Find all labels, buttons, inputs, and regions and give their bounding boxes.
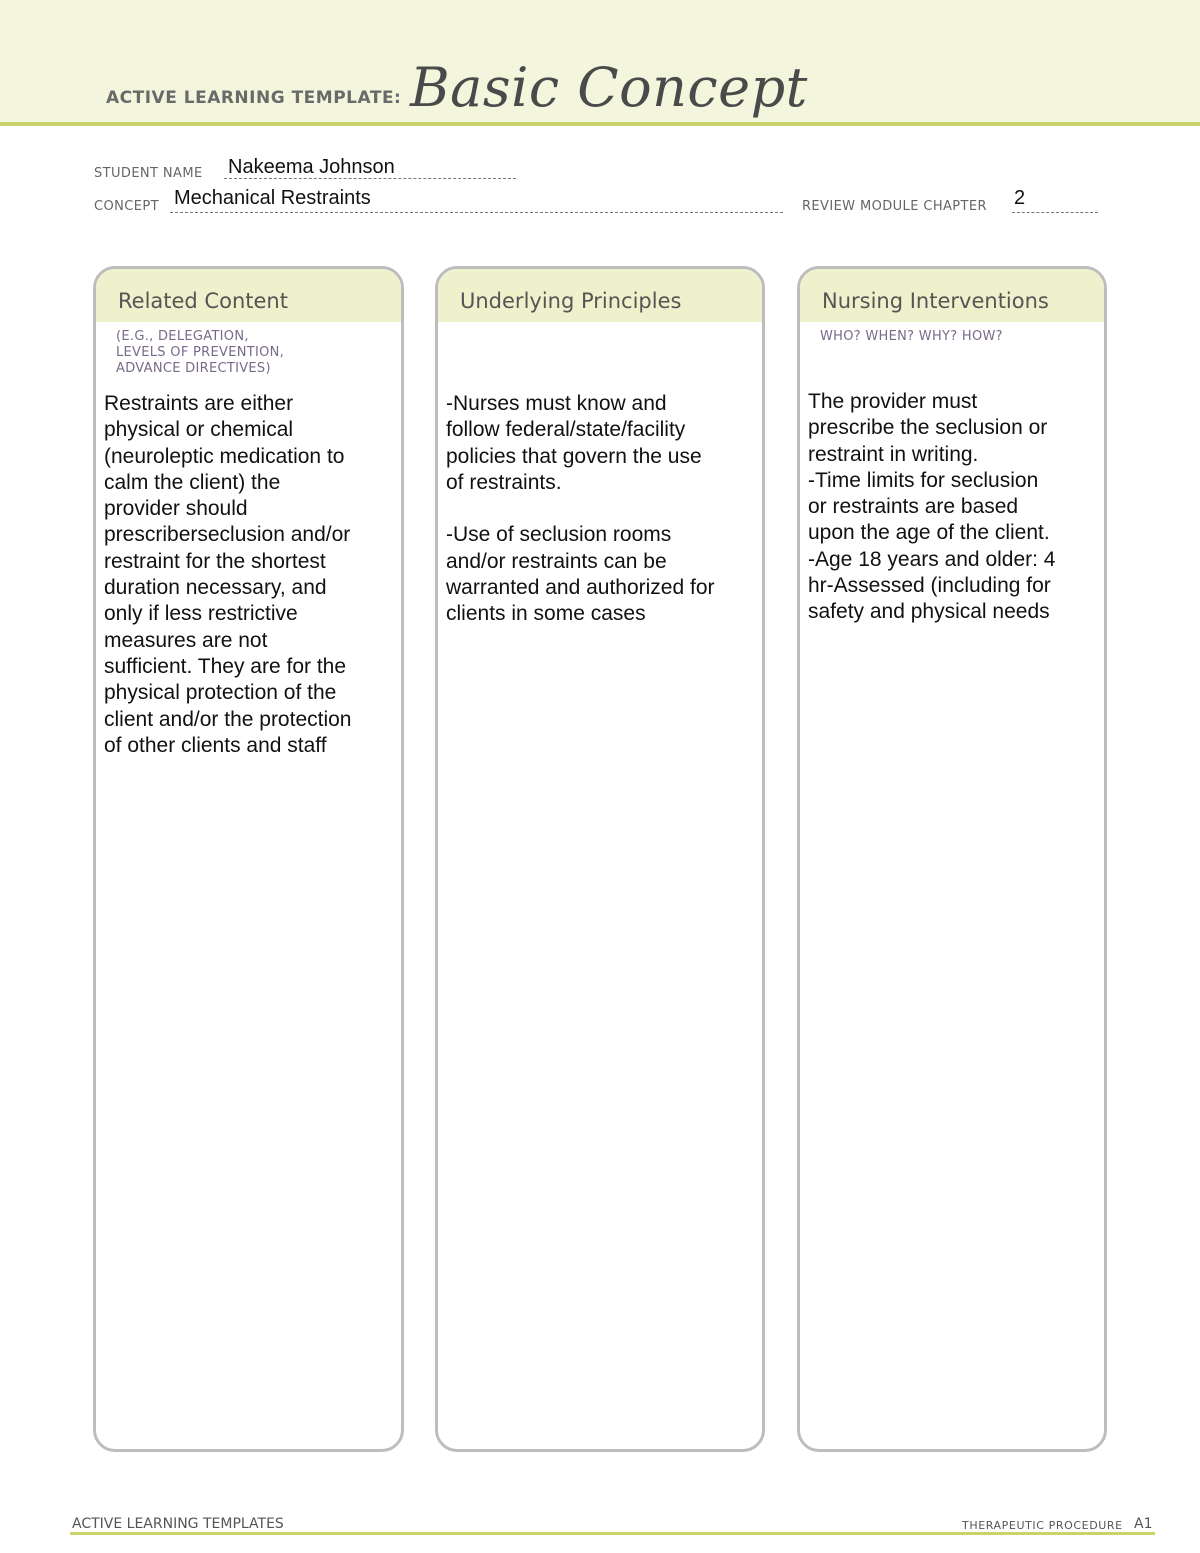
nursing-interventions-text[interactable]: The provider must prescribe the seclusion or restraint in writing. -Time limits for seclusion or restraints are based upon the age of the client. -Age 18 years and older: 4 hr-Assessed (including for safety and physical needs [808, 390, 1056, 624]
underlying-principles-card [435, 266, 765, 1452]
review-module-label: REVIEW MODULE CHAPTER [802, 199, 987, 214]
template-title: Basic Concept [410, 56, 808, 119]
concept-value[interactable]: Mechanical Restraints [174, 187, 371, 209]
underlying-principles-title: Underlying Principles [460, 289, 682, 313]
underlying-principles-text[interactable]: -Nurses must know and follow federal/state/facility policies that govern the use of restraints. -Use of seclusion rooms and/or restraints can be warranted and authorized for clients in some cases [446, 392, 715, 626]
footer-rule [70, 1532, 1155, 1535]
related-content-title: Related Content [118, 289, 288, 313]
student-name-value[interactable]: Nakeema Johnson [228, 156, 395, 178]
related-content-hint: (E.G., DELEGATION, LEVELS OF PREVENTION, ADVANCE DIRECTIVES) [116, 329, 285, 376]
footer-right-label: THERAPEUTIC PROCEDURE [962, 1519, 1123, 1532]
concept-line [170, 212, 783, 213]
template-label: ACTIVE LEARNING TEMPLATE: [106, 88, 402, 108]
student-name-label: STUDENT NAME [94, 166, 203, 181]
review-module-value[interactable]: 2 [1014, 187, 1026, 209]
nursing-interventions-hint: WHO? WHEN? WHY? HOW? [820, 329, 1003, 344]
header-rule [0, 122, 1200, 126]
concept-label: CONCEPT [94, 199, 159, 214]
related-content-card [93, 266, 404, 1452]
related-content-text[interactable]: Restraints are either physical or chemical (neuroleptic medication to calm the client) the provider should prescriberseclusion and/or restraint for the shortest duration necessary, and only if less restrictive measures are not sufficient. They are for the physical protection of the client and/or the protection of other clients and staff [104, 392, 352, 757]
footer-left-label: ACTIVE LEARNING TEMPLATES [72, 1516, 284, 1532]
footer-page-code: A1 [1134, 1516, 1153, 1532]
nursing-interventions-card [797, 266, 1107, 1452]
nursing-interventions-title: Nursing Interventions [822, 289, 1049, 313]
review-module-line [1012, 212, 1098, 213]
